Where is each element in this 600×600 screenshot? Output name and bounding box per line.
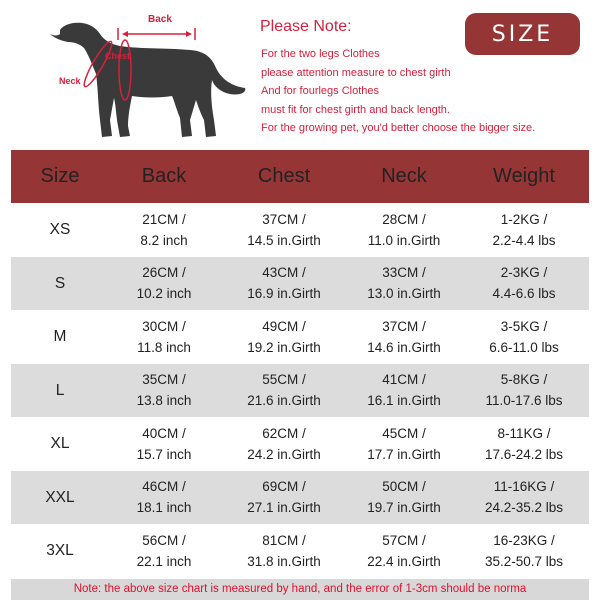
neck-inch: 22.4 in.Girth bbox=[367, 553, 441, 569]
neck-cm: 33CM / bbox=[382, 265, 426, 281]
neck-cm: 37CM / bbox=[382, 318, 426, 334]
back-cm: 21CM / bbox=[142, 211, 186, 227]
size-table bbox=[11, 150, 589, 578]
chest-cm: 62CM / bbox=[262, 425, 306, 441]
neck-cell bbox=[349, 423, 459, 465]
back-cm: 40CM / bbox=[142, 425, 186, 441]
size-cell: S bbox=[54, 274, 66, 292]
neck-inch: 16.1 in.Girth bbox=[367, 393, 441, 409]
chest-cell bbox=[219, 209, 349, 251]
back-inch: 8.2 inch bbox=[140, 232, 188, 248]
chest-cm: 55CM / bbox=[262, 372, 306, 388]
chest-cm: 43CM / bbox=[262, 265, 306, 281]
note-line: please attention measure to chest girth bbox=[261, 66, 451, 79]
neck-cm: 50CM / bbox=[382, 479, 426, 495]
back-cm: 56CM / bbox=[142, 532, 186, 548]
neck-cell bbox=[349, 209, 459, 251]
table-row bbox=[11, 364, 589, 418]
size-cell: L bbox=[55, 381, 65, 399]
neck-cell bbox=[349, 476, 459, 518]
header-size: Size bbox=[40, 165, 80, 187]
header-neck: Neck bbox=[381, 165, 427, 187]
size-cell: 3XL bbox=[46, 542, 74, 560]
weight-cell bbox=[459, 209, 589, 251]
neck-inch: 19.7 in.Girth bbox=[367, 500, 441, 516]
note-title: Please Note: bbox=[260, 18, 352, 35]
note-list bbox=[261, 45, 535, 138]
neck-cell bbox=[349, 369, 459, 411]
chest-label: Chest bbox=[105, 51, 131, 61]
chest-inch: 21.6 in.Girth bbox=[247, 393, 321, 409]
size-badge: SIZE bbox=[465, 13, 580, 55]
table-row bbox=[11, 203, 589, 257]
neck-inch: 17.7 in.Girth bbox=[367, 446, 441, 462]
header-chest: Chest bbox=[257, 165, 311, 187]
size-cell: XXL bbox=[45, 488, 75, 506]
neck-cell bbox=[349, 262, 459, 304]
table-row bbox=[11, 310, 589, 364]
table-row bbox=[11, 257, 589, 311]
chest-cm: 37CM / bbox=[262, 211, 306, 227]
header-back: Back bbox=[141, 165, 187, 187]
neck-inch: 14.6 in.Girth bbox=[367, 339, 441, 355]
weight-kg: 2-3KG / bbox=[500, 265, 548, 281]
chest-cell bbox=[219, 476, 349, 518]
footer-note: Note: the above size chart is measured by hand, and the error of 1-3cm should be norma bbox=[11, 579, 589, 600]
back-cell bbox=[109, 423, 219, 465]
chest-cell bbox=[219, 530, 349, 572]
table-row bbox=[11, 471, 589, 525]
neck-inch: 13.0 in.Girth bbox=[367, 286, 441, 302]
back-cell bbox=[109, 316, 219, 358]
back-cm: 26CM / bbox=[142, 265, 186, 281]
back-inch: 13.8 inch bbox=[136, 393, 192, 409]
weight-lbs: 35.2-50.7 lbs bbox=[484, 553, 564, 569]
table-header bbox=[11, 150, 589, 203]
chest-inch: 16.9 in.Girth bbox=[247, 286, 321, 302]
size-cell: XL bbox=[50, 435, 70, 453]
weight-lbs: 24.2-35.2 lbs bbox=[484, 500, 564, 516]
neck-label: Neck bbox=[59, 76, 81, 86]
weight-lbs: 6.6-11.0 lbs bbox=[489, 339, 559, 355]
neck-cell bbox=[349, 316, 459, 358]
weight-kg: 1-2KG / bbox=[500, 211, 548, 227]
weight-lbs: 4.4-6.6 lbs bbox=[492, 286, 556, 302]
table-row bbox=[11, 417, 589, 471]
neck-cm: 41CM / bbox=[382, 372, 426, 388]
header-weight: Weight bbox=[493, 165, 555, 187]
chest-cm: 81CM / bbox=[262, 532, 306, 548]
weight-lbs: 2.2-4.4 lbs bbox=[492, 232, 556, 248]
chest-cell bbox=[219, 369, 349, 411]
chest-inch: 27.1 in.Girth bbox=[247, 500, 321, 516]
weight-cell bbox=[459, 316, 589, 358]
chest-cm: 69CM / bbox=[262, 479, 306, 495]
table-row bbox=[11, 524, 589, 578]
weight-cell bbox=[459, 530, 589, 572]
weight-cell bbox=[459, 476, 589, 518]
back-cm: 35CM / bbox=[142, 372, 186, 388]
weight-lbs: 11.0-17.6 lbs bbox=[485, 393, 563, 409]
note-line: And for fourlegs Clothes bbox=[261, 85, 380, 97]
size-cell: XS bbox=[49, 221, 71, 239]
note-line: must fit for chest girth and back length. bbox=[261, 103, 450, 116]
back-cm: 30CM / bbox=[142, 318, 186, 334]
neck-inch: 11.0 in.Girth bbox=[367, 232, 441, 248]
back-cell bbox=[109, 476, 219, 518]
back-inch: 15.7 inch bbox=[136, 446, 192, 462]
note-line: For the two legs Clothes bbox=[261, 48, 380, 60]
weight-kg: 8-11KG / bbox=[497, 425, 551, 441]
back-label: Back bbox=[148, 14, 172, 25]
back-inch: 10.2 inch bbox=[136, 286, 192, 302]
chest-inch: 14.5 in.Girth bbox=[247, 232, 321, 248]
weight-lbs: 17.6-24.2 lbs bbox=[484, 446, 564, 462]
back-inch: 22.1 inch bbox=[136, 553, 192, 569]
chest-inch: 24.2 in.Girth bbox=[247, 446, 321, 462]
back-cm: 46CM / bbox=[142, 479, 186, 495]
weight-cell bbox=[459, 369, 589, 411]
neck-cell bbox=[349, 530, 459, 572]
weight-kg: 5-8KG / bbox=[500, 372, 548, 388]
chest-cm: 49CM / bbox=[262, 318, 306, 334]
back-cell bbox=[109, 262, 219, 304]
back-cell bbox=[109, 209, 219, 251]
dog-measurement-diagram bbox=[40, 8, 250, 143]
back-cell bbox=[109, 530, 219, 572]
weight-kg: 11-16KG / bbox=[493, 479, 555, 495]
size-cell: M bbox=[53, 328, 67, 346]
note-line: For the growing pet, you'd better choose the bigger size. bbox=[261, 122, 536, 134]
neck-cm: 45CM / bbox=[382, 425, 426, 441]
weight-kg: 16-23KG / bbox=[493, 532, 555, 548]
weight-cell bbox=[459, 423, 589, 465]
weight-cell bbox=[459, 262, 589, 304]
back-inch: 11.8 inch bbox=[137, 339, 191, 355]
chest-cell bbox=[219, 423, 349, 465]
back-inch: 18.1 inch bbox=[136, 500, 192, 516]
weight-kg: 3-5KG / bbox=[500, 318, 548, 334]
chest-cell bbox=[219, 262, 349, 304]
back-cell bbox=[109, 369, 219, 411]
neck-cm: 57CM / bbox=[382, 532, 426, 548]
chest-inch: 19.2 in.Girth bbox=[247, 339, 321, 355]
neck-cm: 28CM / bbox=[382, 211, 426, 227]
chest-cell bbox=[219, 316, 349, 358]
chest-inch: 31.8 in.Girth bbox=[247, 553, 321, 569]
